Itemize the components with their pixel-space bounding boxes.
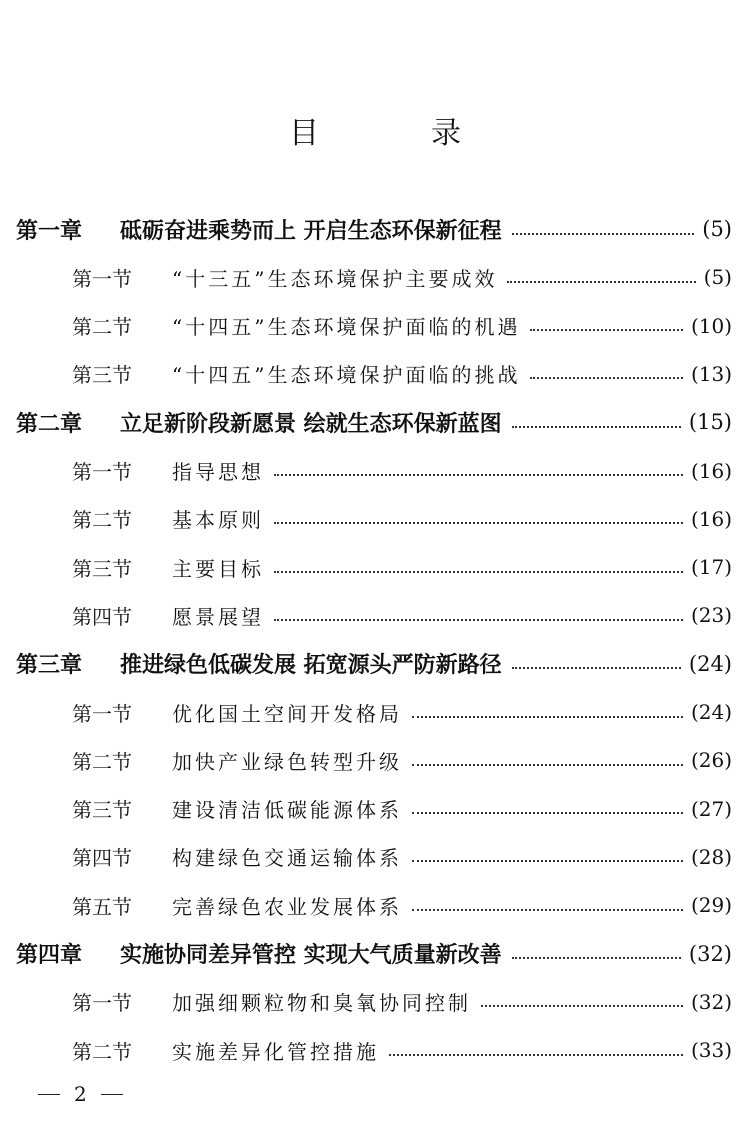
toc-entry-page: (16)	[690, 458, 732, 483]
toc-chapter-entry[interactable]	[16, 212, 732, 246]
toc-section-entry[interactable]	[72, 550, 732, 584]
toc-entry-title: 立足新阶段新愿景 绘就生态环保新蓝图	[120, 411, 502, 437]
toc-entry-page: (32)	[690, 989, 732, 1014]
page-footer	[38, 1082, 123, 1106]
toc-entry-title: 愿景展望	[172, 604, 264, 629]
toc-section-entry[interactable]	[72, 454, 732, 488]
dot-leader	[512, 425, 681, 428]
toc-entry-title: 指导思想	[172, 460, 264, 484]
dot-leader	[512, 232, 695, 235]
toc-entry-title: 实施差异化管控措施	[172, 1039, 379, 1064]
toc-entry-label: 第四节	[72, 846, 132, 871]
toc-entry-title: 实施协同差异管控 实现大气质量新改善	[120, 943, 502, 968]
toc-section-entry[interactable]	[72, 743, 732, 777]
toc-entry-page: (24)	[690, 700, 732, 724]
dot-leader	[389, 1053, 683, 1056]
toc-entry-title: “十三五”生态环境保护主要成效	[172, 266, 498, 291]
toc-entry-title: 加快产业绿色转型升级	[172, 749, 402, 774]
toc-entry-label: 第二章	[16, 411, 83, 437]
toc-entry-title: 基本原则	[172, 508, 264, 533]
page-title	[0, 108, 752, 152]
toc-entry-title: 构建绿色交通运输体系	[172, 846, 402, 871]
toc-entry-page: (23)	[690, 603, 732, 628]
toc-entry-label: 第四节	[72, 604, 132, 629]
toc-entry-page: (32)	[688, 941, 732, 966]
dot-leader	[274, 618, 683, 621]
dot-leader	[481, 1004, 683, 1007]
dot-leader	[512, 956, 681, 959]
toc-entry-page: (13)	[690, 361, 732, 386]
dot-leader	[274, 473, 683, 476]
dot-leader	[412, 763, 683, 766]
toc-entry-title: 优化国土空间开发格局	[172, 701, 402, 726]
toc-entry-label: 第一节	[72, 991, 132, 1016]
title-char-right: 录	[431, 116, 463, 151]
toc-entry-label: 第二节	[72, 508, 132, 533]
dot-leader	[412, 811, 683, 814]
toc-entry-label: 第四章	[16, 943, 83, 968]
footer-dash-left	[38, 1094, 60, 1095]
toc-entry-page: (27)	[690, 796, 732, 821]
toc-section-entry[interactable]	[72, 309, 732, 343]
toc-entry-title: “十四五”生态环境保护面临的挑战	[172, 363, 521, 388]
dot-leader	[412, 859, 683, 862]
toc-section-entry[interactable]	[72, 1033, 732, 1067]
toc-entry-title: 完善绿色农业发展体系	[172, 894, 402, 919]
toc-entry-page: (28)	[690, 844, 732, 869]
toc-entry-title: 主要目标	[172, 556, 264, 581]
dot-leader	[274, 521, 683, 524]
dot-leader	[412, 908, 683, 911]
toc-entry-page: (26)	[690, 748, 732, 773]
dot-leader	[274, 570, 683, 573]
toc-entry-label: 第二节	[72, 1039, 132, 1064]
dot-leader	[530, 328, 682, 331]
toc-entry-label: 第二节	[72, 315, 132, 340]
toc-entry-label: 第一节	[72, 701, 132, 726]
toc-entry-label: 第五节	[72, 894, 132, 919]
toc-entry-title: 加强细颗粒物和臭氧协同控制	[172, 991, 471, 1016]
toc-section-entry[interactable]	[72, 792, 732, 826]
toc-entry-label: 第二节	[72, 749, 132, 774]
toc-entry-label: 第一节	[72, 266, 132, 291]
toc-chapter-entry[interactable]	[16, 647, 732, 681]
toc-entry-page: (5)	[703, 265, 732, 290]
toc-entry-title: 建设清洁低碳能源体系	[172, 798, 402, 823]
toc-entry-title: 砥砺奋进乘势而上 开启生态环保新征程	[120, 218, 502, 244]
toc-entry-label: 第三章	[16, 653, 83, 679]
toc-entry-page: (10)	[690, 313, 732, 338]
toc-entry-page: (24)	[688, 651, 732, 676]
toc-section-entry[interactable]	[72, 502, 732, 536]
toc-section-entry[interactable]	[72, 985, 732, 1019]
toc-entry-page: (33)	[690, 1038, 732, 1063]
toc-chapter-entry[interactable]	[16, 937, 732, 971]
toc-entry-title: 推进绿色低碳发展 拓宽源头严防新路径	[120, 653, 502, 679]
toc-section-entry[interactable]	[72, 888, 732, 922]
toc-section-entry[interactable]	[72, 260, 732, 294]
dot-leader	[512, 666, 681, 669]
toc-entry-page: (5)	[702, 217, 732, 241]
dot-leader	[530, 376, 682, 379]
toc-entry-page: (17)	[690, 555, 732, 580]
toc-section-entry[interactable]	[72, 598, 732, 632]
toc-entry-label: 第三节	[72, 798, 132, 823]
toc-entry-title: “十四五”生态环境保护面临的机遇	[172, 315, 521, 340]
toc-entry-label: 第三节	[72, 363, 132, 388]
toc-chapter-entry[interactable]	[16, 405, 732, 439]
toc-section-entry[interactable]	[72, 695, 732, 729]
title-char-left: 目	[289, 116, 321, 151]
toc-entry-page: (16)	[690, 506, 732, 531]
toc-entry-label: 第一章	[16, 218, 83, 244]
footer-dash-right	[101, 1094, 123, 1095]
dot-leader	[507, 280, 695, 283]
toc-entry-page: (29)	[690, 893, 732, 918]
toc-entry-page: (15)	[688, 410, 732, 435]
dot-leader	[412, 715, 683, 718]
page-number: 2	[74, 1082, 87, 1106]
toc-section-entry[interactable]	[72, 840, 732, 874]
toc-entry-label: 第一节	[72, 460, 132, 484]
toc-entry-label: 第三节	[72, 556, 132, 581]
toc-section-entry[interactable]	[72, 357, 732, 391]
